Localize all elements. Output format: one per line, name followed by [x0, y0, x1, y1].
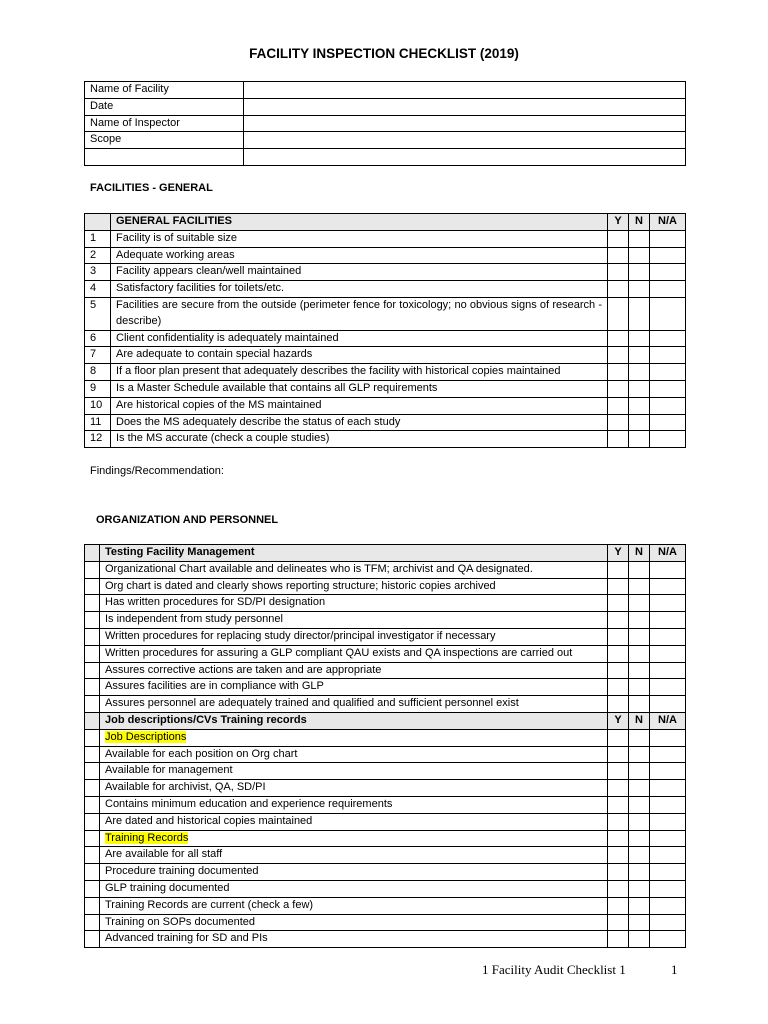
row-text: Is the MS accurate (check a couple studies): [111, 431, 608, 448]
row-text: If a floor plan present that adequately describes the facility with historical copies maintained: [111, 364, 608, 381]
row-text: Does the MS adequately describe the status of each study: [111, 414, 608, 431]
row-text: Is a Master Schedule available that contains all GLP requirements: [111, 380, 608, 397]
check-y-cell[interactable]: [608, 914, 629, 931]
org-row: [85, 763, 686, 780]
blank-cell: [85, 645, 100, 662]
row-text-cell: [100, 796, 608, 813]
row-text-cell: [100, 897, 608, 914]
info-label: Date: [85, 98, 244, 115]
check-n-cell[interactable]: [629, 578, 650, 595]
check-n-cell[interactable]: [629, 897, 650, 914]
org-row: [85, 561, 686, 578]
check-na-cell[interactable]: [650, 431, 686, 448]
check-na-cell[interactable]: [650, 729, 686, 746]
blank-cell: [85, 847, 100, 864]
testing-facility-header-row-label: Testing Facility Management: [100, 545, 608, 562]
row-text-cell: [100, 679, 608, 696]
general-row: [85, 380, 686, 397]
general-row: [85, 364, 686, 381]
general-header-label: GENERAL FACILITIES: [111, 214, 608, 231]
check-n-cell[interactable]: [629, 696, 650, 713]
row-text-cell: [100, 813, 608, 830]
blank-cell: [85, 612, 100, 629]
check-n-cell[interactable]: [629, 914, 650, 931]
check-na-cell[interactable]: [650, 914, 686, 931]
check-n-cell[interactable]: [629, 780, 650, 797]
row-text-cell: [100, 914, 608, 931]
check-n-cell[interactable]: [629, 397, 650, 414]
info-row: [85, 132, 686, 149]
row-text: Assures facilities are in compliance with GLP: [105, 680, 324, 693]
check-y-cell[interactable]: [608, 662, 629, 679]
row-text-cell: [100, 561, 608, 578]
col-y-header: Y: [608, 712, 629, 729]
row-text-cell: [100, 931, 608, 948]
row-text: Are dated and historical copies maintained: [105, 814, 313, 827]
check-na-cell[interactable]: [650, 330, 686, 347]
subheading-cell: [100, 729, 608, 746]
org-row: [85, 746, 686, 763]
col-n-header: N: [629, 712, 650, 729]
check-n-cell[interactable]: [629, 380, 650, 397]
info-label: Name of Inspector: [85, 115, 244, 132]
check-na-cell[interactable]: [650, 578, 686, 595]
check-y-cell[interactable]: [608, 796, 629, 813]
check-na-cell[interactable]: [650, 264, 686, 281]
check-y-cell[interactable]: [608, 347, 629, 364]
row-text: Written procedures for replacing study director/principal investigator if necessary: [105, 629, 496, 642]
check-na-cell[interactable]: [650, 364, 686, 381]
row-number: 7: [85, 347, 111, 364]
col-n-header: N: [629, 545, 650, 562]
row-text-cell: [100, 595, 608, 612]
row-text: Satisfactory facilities for toilets/etc.: [111, 281, 608, 298]
check-n-cell[interactable]: [629, 679, 650, 696]
check-y-cell[interactable]: [608, 931, 629, 948]
check-n-cell[interactable]: [629, 864, 650, 881]
row-text-cell: [100, 864, 608, 881]
check-n-cell[interactable]: [629, 880, 650, 897]
row-number: 10: [85, 397, 111, 414]
check-n-cell[interactable]: [629, 414, 650, 431]
check-n-cell[interactable]: [629, 264, 650, 281]
row-number: 9: [85, 380, 111, 397]
org-row: [85, 914, 686, 931]
check-na-cell[interactable]: [650, 397, 686, 414]
highlighted-subheading: Training Records: [105, 831, 189, 844]
check-na-cell[interactable]: [650, 813, 686, 830]
col-y-header: Y: [608, 214, 629, 231]
check-y-cell[interactable]: [608, 364, 629, 381]
check-n-cell[interactable]: [629, 297, 650, 330]
check-y-cell[interactable]: [608, 561, 629, 578]
row-text: Available for management: [105, 764, 233, 777]
row-text: Has written procedures for SD/PI designation: [105, 596, 326, 609]
check-n-cell[interactable]: [629, 746, 650, 763]
section-facilities-general: FACILITIES - GENERAL: [90, 182, 213, 194]
check-y-cell[interactable]: [608, 628, 629, 645]
check-n-cell[interactable]: [629, 431, 650, 448]
check-y-cell[interactable]: [608, 679, 629, 696]
info-label: Scope: [85, 132, 244, 149]
row-number: 12: [85, 431, 111, 448]
org-row: [85, 880, 686, 897]
blank-cell: [85, 914, 100, 931]
check-n-cell[interactable]: [629, 330, 650, 347]
info-row: [85, 98, 686, 115]
check-na-cell[interactable]: [650, 297, 686, 330]
check-n-cell[interactable]: [629, 763, 650, 780]
check-y-cell[interactable]: [608, 397, 629, 414]
row-text: Advanced training for SD and PIs: [105, 932, 268, 945]
check-y-cell[interactable]: [608, 847, 629, 864]
check-n-cell[interactable]: [629, 281, 650, 298]
row-number: 11: [85, 414, 111, 431]
check-n-cell[interactable]: [629, 612, 650, 629]
check-y-cell[interactable]: [608, 230, 629, 247]
blank-cell: [85, 595, 100, 612]
col-na-header: N/A: [650, 214, 686, 231]
info-row: [85, 115, 686, 132]
blank-cell: [85, 729, 100, 746]
blank-cell: [85, 813, 100, 830]
check-na-cell[interactable]: [650, 679, 686, 696]
check-na-cell[interactable]: [650, 595, 686, 612]
org-row: [85, 931, 686, 948]
row-text: Facility appears clean/well maintained: [111, 264, 608, 281]
check-y-cell[interactable]: [608, 780, 629, 797]
document-title: FACILITY INSPECTION CHECKLIST (2019): [249, 46, 519, 61]
org-row: [85, 796, 686, 813]
check-y-cell[interactable]: [608, 864, 629, 881]
org-row: [85, 679, 686, 696]
check-na-cell[interactable]: [650, 414, 686, 431]
row-number: 2: [85, 247, 111, 264]
check-na-cell[interactable]: [650, 931, 686, 948]
check-na-cell[interactable]: [650, 628, 686, 645]
info-value-field[interactable]: [244, 115, 686, 132]
check-y-cell[interactable]: [608, 431, 629, 448]
job-descriptions-header-row-label: Job descriptions/CVs Training records: [100, 712, 608, 729]
row-text-cell: [100, 628, 608, 645]
blank-cell: [85, 696, 100, 713]
header-blank-cell: [85, 545, 100, 562]
check-n-cell[interactable]: [629, 561, 650, 578]
row-number: 3: [85, 264, 111, 281]
info-label: Name of Facility: [85, 82, 244, 99]
check-n-cell[interactable]: [629, 247, 650, 264]
info-row: [85, 149, 686, 166]
check-na-cell[interactable]: [650, 645, 686, 662]
check-na-cell[interactable]: [650, 380, 686, 397]
check-n-cell[interactable]: [629, 347, 650, 364]
col-na-header: N/A: [650, 545, 686, 562]
check-n-cell[interactable]: [629, 729, 650, 746]
general-row: [85, 297, 686, 330]
check-n-cell[interactable]: [629, 662, 650, 679]
row-text-cell: [100, 780, 608, 797]
check-na-cell[interactable]: [650, 247, 686, 264]
row-text: Facility is of suitable size: [111, 230, 608, 247]
info-value-field[interactable]: [244, 132, 686, 149]
blank-cell: [85, 880, 100, 897]
row-text-cell: [100, 578, 608, 595]
testing-facility-header-row: [85, 545, 686, 562]
check-y-cell[interactable]: [608, 645, 629, 662]
check-y-cell[interactable]: [608, 612, 629, 629]
general-row: [85, 397, 686, 414]
check-y-cell[interactable]: [608, 414, 629, 431]
check-y-cell[interactable]: [608, 813, 629, 830]
org-row: [85, 897, 686, 914]
check-n-cell[interactable]: [629, 813, 650, 830]
general-facilities-table: [84, 213, 686, 448]
check-na-cell[interactable]: [650, 830, 686, 847]
org-row: [85, 612, 686, 629]
check-n-cell[interactable]: [629, 931, 650, 948]
info-label: [85, 149, 244, 166]
check-na-cell[interactable]: [650, 746, 686, 763]
findings-label: Findings/Recommendation:: [90, 465, 224, 477]
job-descriptions-header-row: [85, 712, 686, 729]
blank-cell: [85, 662, 100, 679]
check-n-cell[interactable]: [629, 645, 650, 662]
row-text-cell: [100, 612, 608, 629]
footer-text: 1 Facility Audit Checklist 1: [482, 962, 626, 977]
org-row: [85, 578, 686, 595]
general-row: [85, 264, 686, 281]
organization-table: [84, 544, 686, 948]
row-text: Procedure training documented: [105, 865, 259, 878]
general-row: [85, 414, 686, 431]
check-na-cell[interactable]: [650, 696, 686, 713]
row-text: Contains minimum education and experience requirements: [105, 797, 393, 810]
org-row: [85, 628, 686, 645]
check-y-cell[interactable]: [608, 281, 629, 298]
info-row: [85, 82, 686, 99]
row-text: Facilities are secure from the outside (perimeter fence for toxicology; no obvious signs of research -describe): [111, 297, 608, 330]
check-na-cell[interactable]: [650, 796, 686, 813]
check-n-cell[interactable]: [629, 830, 650, 847]
row-number: 6: [85, 330, 111, 347]
row-text-cell: [100, 746, 608, 763]
org-row: [85, 780, 686, 797]
row-text: GLP training documented: [105, 881, 230, 894]
check-y-cell[interactable]: [608, 247, 629, 264]
row-text: Assures corrective actions are taken and are appropriate: [105, 663, 382, 676]
blank-cell: [85, 830, 100, 847]
check-y-cell[interactable]: [608, 380, 629, 397]
general-row: [85, 431, 686, 448]
page-number: 1: [671, 962, 678, 977]
general-header-row: [85, 214, 686, 231]
check-y-cell[interactable]: [608, 595, 629, 612]
subheading-cell: [100, 830, 608, 847]
check-y-cell[interactable]: [608, 330, 629, 347]
blank-cell: [85, 628, 100, 645]
col-n-header: N: [629, 214, 650, 231]
org-row: [85, 847, 686, 864]
check-n-cell[interactable]: [629, 796, 650, 813]
row-text: Are available for all staff: [105, 848, 223, 861]
check-y-cell[interactable]: [608, 880, 629, 897]
header-number-cell: [85, 214, 111, 231]
blank-cell: [85, 763, 100, 780]
row-text-cell: [100, 763, 608, 780]
general-row: [85, 247, 686, 264]
check-y-cell[interactable]: [608, 578, 629, 595]
blank-cell: [85, 578, 100, 595]
check-y-cell[interactable]: [608, 696, 629, 713]
blank-cell: [85, 780, 100, 797]
info-value-field[interactable]: [244, 82, 686, 99]
check-y-cell[interactable]: [608, 830, 629, 847]
row-text: Are historical copies of the MS maintained: [111, 397, 608, 414]
row-text-cell: [100, 847, 608, 864]
check-na-cell[interactable]: [650, 897, 686, 914]
row-text: Training Records are current (check a few): [105, 898, 314, 911]
row-text: Training on SOPs documented: [105, 915, 256, 928]
row-number: 4: [85, 281, 111, 298]
row-text: Adequate working areas: [111, 247, 608, 264]
check-y-cell[interactable]: [608, 729, 629, 746]
check-na-cell[interactable]: [650, 780, 686, 797]
row-text-cell: [100, 880, 608, 897]
check-na-cell[interactable]: [650, 281, 686, 298]
row-text: Is independent from study personnel: [105, 613, 283, 626]
blank-cell: [85, 679, 100, 696]
general-row: [85, 347, 686, 364]
blank-cell: [85, 746, 100, 763]
check-n-cell[interactable]: [629, 364, 650, 381]
check-y-cell[interactable]: [608, 264, 629, 281]
org-row: [85, 864, 686, 881]
check-n-cell[interactable]: [629, 595, 650, 612]
row-text: Are adequate to contain special hazards: [111, 347, 608, 364]
blank-cell: [85, 897, 100, 914]
org-row: [85, 813, 686, 830]
check-y-cell[interactable]: [608, 763, 629, 780]
check-na-cell[interactable]: [650, 230, 686, 247]
blank-cell: [85, 864, 100, 881]
general-row: [85, 330, 686, 347]
check-na-cell[interactable]: [650, 561, 686, 578]
row-text: Assures personnel are adequately trained and qualified and sufficient personnel exist: [105, 697, 519, 710]
check-na-cell[interactable]: [650, 864, 686, 881]
section-organization-personnel: ORGANIZATION AND PERSONNEL: [96, 514, 279, 526]
col-na-header: N/A: [650, 712, 686, 729]
col-y-header: Y: [608, 545, 629, 562]
org-row: [85, 662, 686, 679]
highlighted-subheading: Job Descriptions: [105, 730, 187, 743]
row-number: 1: [85, 230, 111, 247]
info-value-field[interactable]: [244, 98, 686, 115]
row-number: 8: [85, 364, 111, 381]
facility-info-table: [84, 81, 686, 166]
org-row: [85, 645, 686, 662]
check-y-cell[interactable]: [608, 297, 629, 330]
blank-cell: [85, 796, 100, 813]
check-na-cell[interactable]: [650, 847, 686, 864]
row-text-cell: [100, 696, 608, 713]
row-text: Client confidentiality is adequately maintained: [111, 330, 608, 347]
info-value-field[interactable]: [244, 149, 686, 166]
row-text: Organizational Chart available and delineates who is TFM; archivist and QA designated.: [105, 562, 533, 575]
check-y-cell[interactable]: [608, 746, 629, 763]
blank-cell: [85, 931, 100, 948]
row-text: Written procedures for assuring a GLP compliant QAU exists and QA inspections are carried out: [105, 646, 573, 659]
check-n-cell[interactable]: [629, 230, 650, 247]
subheading-row: [85, 729, 686, 746]
check-y-cell[interactable]: [608, 897, 629, 914]
check-na-cell[interactable]: [650, 763, 686, 780]
check-n-cell[interactable]: [629, 847, 650, 864]
check-na-cell[interactable]: [650, 662, 686, 679]
header-blank-cell: [85, 712, 100, 729]
check-n-cell[interactable]: [629, 628, 650, 645]
check-na-cell[interactable]: [650, 612, 686, 629]
row-number: 5: [85, 297, 111, 330]
row-text: Available for archivist, QA, SD/PI: [105, 781, 266, 794]
general-row: [85, 230, 686, 247]
check-na-cell[interactable]: [650, 880, 686, 897]
general-row: [85, 281, 686, 298]
row-text: Available for each position on Org chart: [105, 747, 298, 760]
row-text-cell: [100, 645, 608, 662]
org-row: [85, 696, 686, 713]
subheading-row: [85, 830, 686, 847]
row-text: Org chart is dated and clearly shows reporting structure; historic copies archived: [105, 579, 496, 592]
blank-cell: [85, 561, 100, 578]
check-na-cell[interactable]: [650, 347, 686, 364]
org-row: [85, 595, 686, 612]
row-text-cell: [100, 662, 608, 679]
